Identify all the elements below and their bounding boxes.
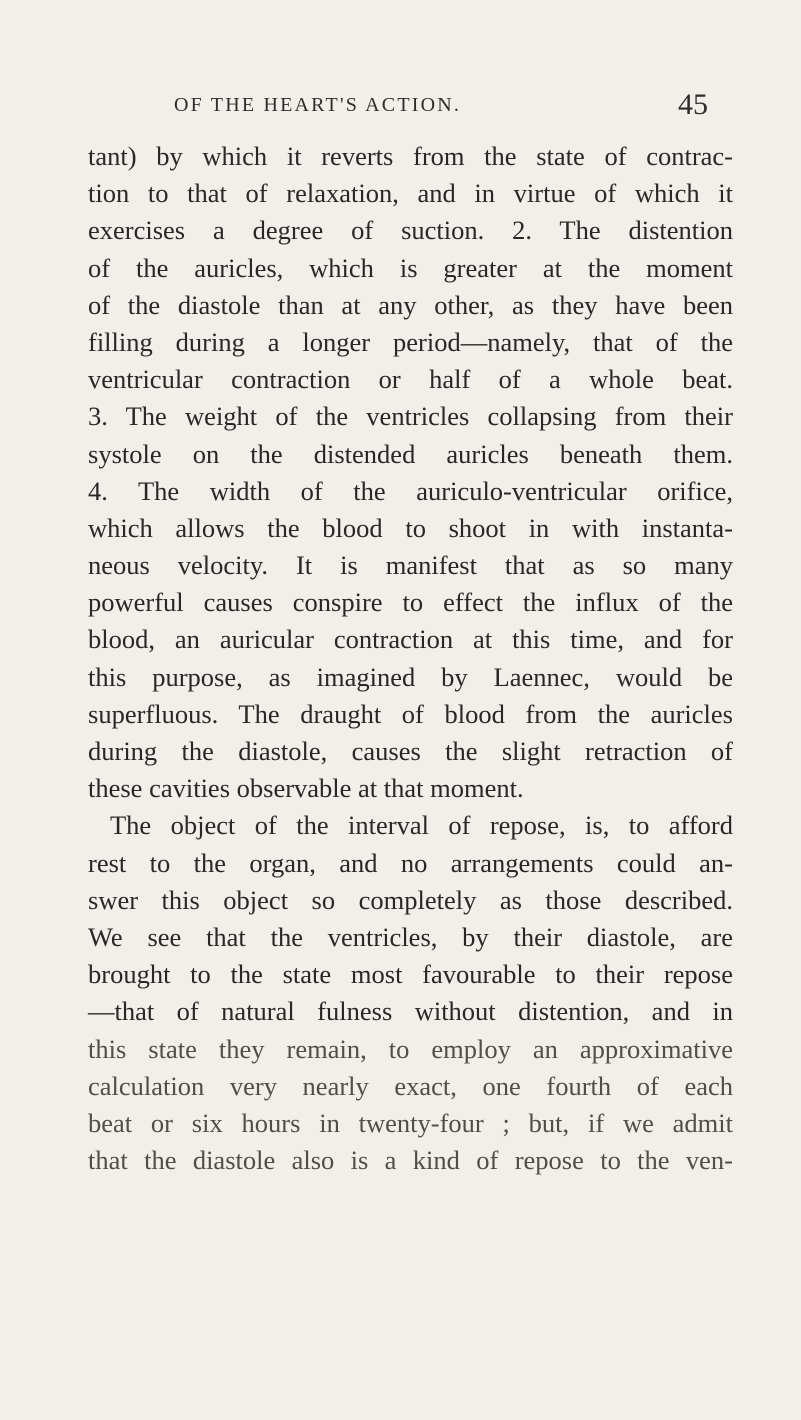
text-line: filling during a longer period—namely, that of the <box>88 326 733 357</box>
text-line: ventricular contraction or half of a whole beat. <box>88 364 733 395</box>
text-line: this purpose, as imagined by Laennec, would be <box>88 661 733 692</box>
text-line: superfluous. The draught of blood from the auricles <box>88 698 733 729</box>
text-line: rest to the organ, and no arrangements could an- <box>88 847 733 878</box>
text-line: of the diastole than at any other, as they have been <box>88 289 733 320</box>
text-line: exercises a degree of suction. 2. The distention <box>88 215 733 246</box>
text-line: We see that the ventricles, by their diastole, are <box>88 921 733 952</box>
text-line: tant) by which it reverts from the state of contrac- <box>88 141 733 171</box>
text-line: swer this object so completely as those described. <box>88 884 733 915</box>
body-text <box>88 138 733 1179</box>
text-line: calculation very nearly exact, one fourth of each <box>88 1070 733 1101</box>
text-line: —that of natural fulness without distention, and in <box>88 996 733 1027</box>
text-line: which allows the blood to shoot in with instanta- <box>88 512 733 543</box>
text-line: of the auricles, which is greater at the moment <box>88 252 733 283</box>
text-line: 4. The width of the auriculo-ventricular orifice, <box>88 475 733 506</box>
text-line: 3. The weight of the ventricles collapsing from their <box>88 401 733 432</box>
running-title: OF THE HEART'S ACTION. <box>174 94 462 116</box>
text-line: beat or six hours in twenty-four ; but, if we admit <box>88 1107 733 1138</box>
text-line: that the diastole also is a kind of repose to the ven- <box>88 1145 733 1176</box>
text-line: tion to that of relaxation, and in virtue of which it <box>88 178 733 209</box>
text-line: powerful causes conspire to effect the influx of the <box>88 587 733 618</box>
text-line: this state they remain, to employ an approximative <box>88 1033 733 1064</box>
page-header <box>0 88 801 128</box>
paragraph-first-line: The object of the interval of repose, is, to afford <box>110 810 733 841</box>
text-line: systole on the distended auricles beneath them. <box>88 438 733 469</box>
text-line: blood, an auricular contraction at this time, and for <box>88 624 733 655</box>
page-number: 45 <box>678 88 708 121</box>
text-line: brought to the state most favourable to their repose <box>88 959 733 990</box>
text-line: neous velocity. It is manifest that as so many <box>88 550 733 581</box>
text-line: during the diastole, causes the slight retraction of <box>88 736 733 766</box>
text-line: these cavities observable at that moment. <box>88 773 524 804</box>
